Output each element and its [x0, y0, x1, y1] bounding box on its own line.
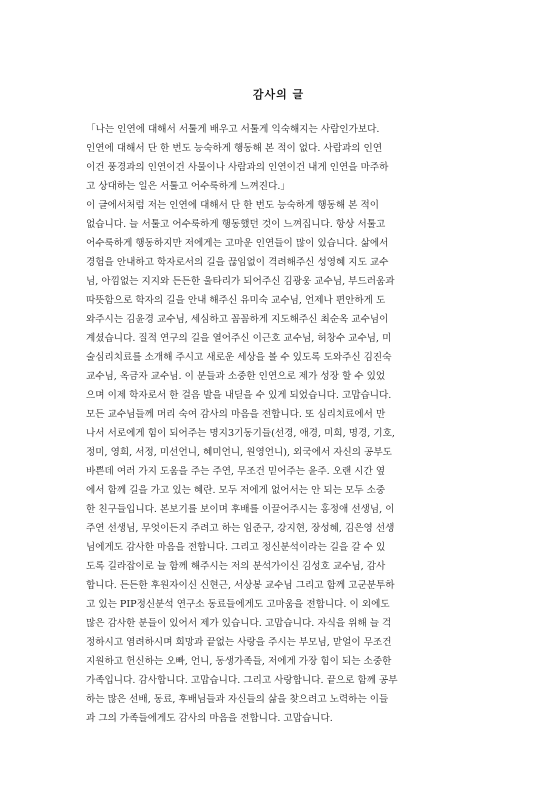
body-line: 없습니다. 늘 서툴고 어수룩하게 행동했던 것이 느껴집니다. 항상 서툴고: [86, 219, 386, 230]
body-line: 술심리치료를 소개해 주시고 새로운 세상을 볼 수 있도록 도와주신 김진숙: [86, 352, 392, 363]
body-line: 가족입니다. 감사합니다. 고맙습니다. 그리고 사랑합니다. 끝으로 함께 공부: [86, 675, 398, 686]
body-line: 어수룩하게 행동하지만 저에게는 고마운 인연들이 많이 있습니다. 삶에서: [86, 238, 389, 249]
body-line: 도록 길라잡이로 늘 함께 해주시는 저의 분석가이신 김성호 교수님, 감사: [86, 561, 386, 572]
body-line: 하는 많은 선배, 동료, 후배님들과 자신들의 삶을 찾으려고 노력하는 이들: [86, 694, 389, 705]
body-line: 인연에 대해서 단 한 번도 능숙하게 행동해 본 적이 없다. 사람과의 인연: [86, 143, 383, 154]
body-line: 과 그의 가족들에게도 감사의 마음을 전합니다. 고맙습니다.: [86, 713, 333, 724]
body-line: 「나는 인연에 대해서 서툴게 배우고 서툴게 익숙해지는 사람인가보다.: [86, 124, 380, 135]
body-line: 주연 선생님, 무엇이든지 주려고 하는 임준구, 강지현, 장성혜, 김은영 선생: [86, 523, 395, 534]
acknowledgement-body: [86, 120, 474, 728]
body-line: 님, 아낌없는 지지와 든든한 울타리가 되어주신 김광웅 교수님, 부드러움과: [86, 276, 395, 287]
body-line: 이 글에서처럼 저는 인연에 대해서 단 한 번도 능숙하게 행동해 본 적이: [86, 200, 380, 211]
body-line: 따뜻함으로 학자의 길을 안내 해주신 유미숙 교수님, 언제나 편안하게 도: [86, 295, 386, 306]
body-line: 정미, 영희, 서정, 미선언니, 혜미언니, 원영언니), 외국에서 자신의 공부도: [86, 447, 392, 458]
body-line: 에서 함께 길을 가고 있는 혜란. 모두 저에게 없어서는 안 되는 모두 소중: [86, 485, 386, 496]
body-line: 으며 이제 학자로서 한 걸음 발을 내딛을 수 있게 되었습니다. 고맙습니다.: [86, 390, 392, 401]
body-line: 많은 감사한 분들이 있어서 제가 있습니다. 고맙습니다. 자식을 위해 늘 걱: [86, 618, 392, 629]
body-line: 바쁜데 여러 가지 도움을 주는 주연, 무조건 믿어주는 윤주. 오랜 시간 옆: [86, 466, 386, 477]
body-line: 나서 서로에게 힘이 되어주는 명지3기동기들(선경, 애경, 미희, 명경, 기호,: [86, 428, 395, 439]
body-line: 이건 풍경과의 인연이건 사물이나 사람과의 인연이건 내게 인연을 마주하: [86, 162, 389, 173]
body-line: 정하시고 염려하시며 희망과 끝없는 사랑을 주시는 부모님, 맏얼이 무조건: [86, 637, 392, 648]
body-line: 와주시는 김윤경 교수님, 세심하고 꼼꼼하게 지도해주신 최순옥 교수님이: [86, 314, 389, 325]
body-line: 모든 교수님들께 머리 숙여 감사의 마음을 전합니다. 또 심리치료에서 만: [86, 409, 386, 420]
body-line: 고 있는 PIP정신분석 연구소 동료들에게도 고마움을 전합니다. 이 외에도: [86, 599, 390, 610]
body-line: 지원하고 헌신하는 오빠, 언니, 동생가족들, 저에게 가장 힘이 되는 소중한: [86, 656, 392, 667]
page-title: 감사의 글: [252, 88, 305, 101]
body-line: 님에게도 감사한 마음을 전합니다. 그리고 정신분석이라는 길을 갈 수 있: [86, 542, 386, 553]
body-line: 고 상대하는 일은 서툴고 어수룩하게 느껴진다.」: [86, 181, 290, 192]
body-line: 경험을 안내하고 학자로서의 길을 끊임없이 격려해주신 성영혜 지도 교수: [86, 257, 389, 268]
body-line: 한 친구들입니다. 본보기를 보이며 후배를 이끌어주시는 홍정애 선생님, 이: [86, 504, 395, 515]
body-line: 합니다. 든든한 후원자이신 신현근, 서상봉 교수님 그리고 함께 고군분투하: [86, 580, 395, 591]
body-line: 계셨습니다. 질적 연구의 길을 열어주신 이근호 교수님, 허창수 교수님, 미: [86, 333, 392, 344]
body-line: 교수님, 옥금자 교수님. 이 분들과 소중한 인연으로 제가 성장 할 수 있었: [86, 371, 386, 382]
